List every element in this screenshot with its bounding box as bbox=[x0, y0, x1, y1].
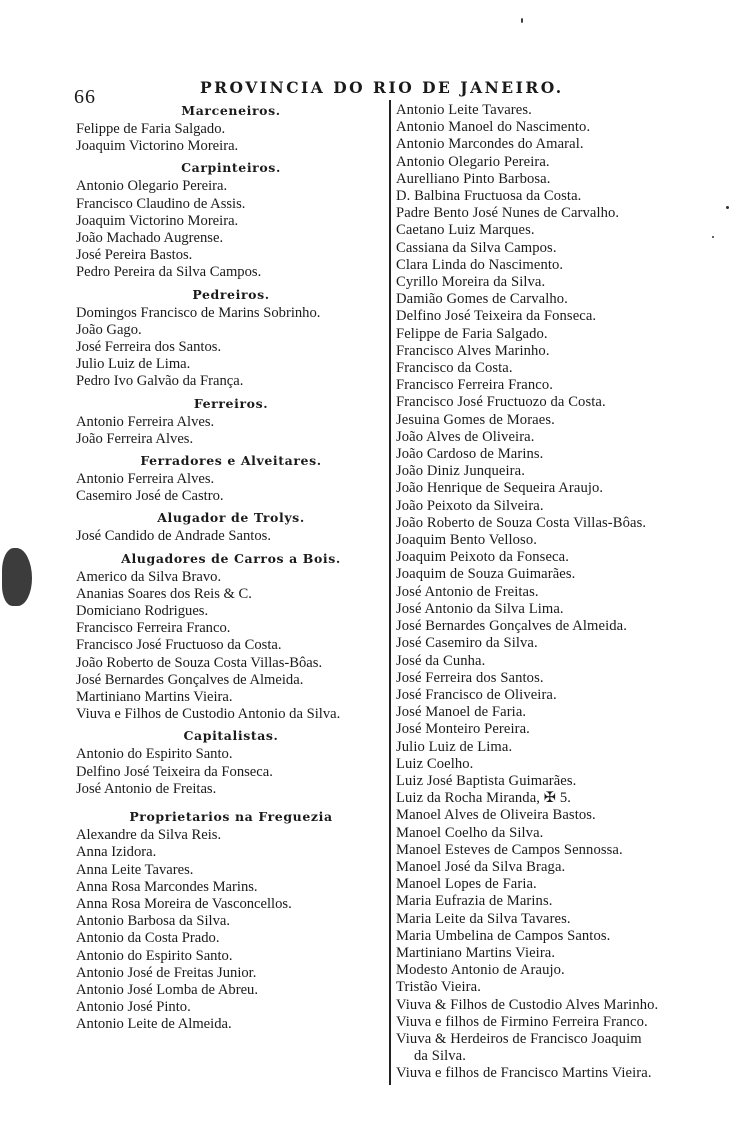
page-number: 66 bbox=[74, 86, 96, 108]
list-item: Maria Leite da Silva Tavares. bbox=[396, 910, 571, 927]
list-item: José Antonio de Freitas. bbox=[76, 780, 217, 797]
section-carpinteiros bbox=[76, 159, 386, 281]
list-item: Antonio José de Freitas Junior. bbox=[76, 964, 257, 981]
list-item: Anna Leite Tavares. bbox=[76, 861, 194, 878]
section-heading: Alugadores de Carros a Bois. bbox=[121, 550, 341, 566]
list-item: João Gago. bbox=[76, 321, 142, 338]
list-item: Francisco José Fructuoso da Costa. bbox=[76, 637, 282, 654]
list-item: Pedro Ivo Galvão da França. bbox=[76, 373, 244, 390]
ink-speck bbox=[521, 18, 523, 23]
list-item: Cyrillo Moreira da Silva. bbox=[396, 274, 546, 291]
list-item: Francisco Ferreira Franco. bbox=[396, 377, 553, 394]
list-item: Viuva e Filhos de Custodio Antonio da Silva. bbox=[76, 706, 341, 723]
list-item: Domingos Francisco de Marins Sobrinho. bbox=[76, 304, 321, 321]
list-item: João Henrique de Sequeira Araujo. bbox=[396, 480, 604, 497]
list-item: José Monteiro Pereira. bbox=[396, 721, 530, 738]
section-marceneiros bbox=[76, 102, 386, 155]
list-item: Martiniano Martins Vieira. bbox=[76, 689, 233, 706]
list-item: Antonio Leite Tavares. bbox=[396, 102, 532, 118]
list-item: Anna Rosa Moreira de Vasconcellos. bbox=[76, 895, 292, 912]
section-heading: Marceneiros. bbox=[181, 103, 281, 118]
list-item: João Roberto de Souza Costa Villas-Bôas. bbox=[396, 514, 647, 531]
list-item: Alexandre da Silva Reis. bbox=[76, 827, 222, 844]
list-item: Maria Eufrazia de Marins. bbox=[396, 893, 553, 910]
list-item: Joaquim Peixoto da Fonseca. bbox=[396, 549, 569, 566]
list-item: Antonio do Espirito Santo. bbox=[76, 746, 233, 763]
column-divider bbox=[389, 100, 391, 1085]
list-item: João Cardoso de Marins. bbox=[396, 446, 544, 463]
list-item: Manoel Alves de Oliveira Bastos. bbox=[396, 807, 596, 824]
section-heading: Ferradores e Alveitares. bbox=[140, 453, 322, 469]
section-proprietarios bbox=[76, 808, 386, 1033]
list-item: Americo da Silva Bravo. bbox=[76, 568, 222, 585]
list-item: Delfino José Teixeira da Fonseca. bbox=[76, 763, 273, 780]
list-item: Antonio Ferreira Alves. bbox=[76, 413, 215, 430]
list-item: João Ferreira Alves. bbox=[76, 430, 194, 447]
list-item: Manoel Esteves de Campos Sennossa. bbox=[396, 841, 623, 858]
list-item: Tristão Vieira. bbox=[396, 979, 481, 996]
list-item: Antonio Olegario Pereira. bbox=[76, 178, 228, 195]
list-item: Domiciano Rodrigues. bbox=[76, 603, 209, 620]
list-item: Joaquim Bento Velloso. bbox=[396, 532, 537, 549]
list-item: Antonio Manoel do Nascimento. bbox=[396, 119, 591, 136]
list-item: José Pereira Bastos. bbox=[76, 247, 193, 264]
list-item: Anna Izidora. bbox=[76, 844, 157, 861]
list-item: Antonio Marcondes do Amaral. bbox=[396, 136, 584, 153]
list-item: Delfino José Teixeira da Fonseca. bbox=[396, 308, 597, 325]
list-item: Jesuina Gomes de Moraes. bbox=[396, 411, 555, 428]
list-item: Viuva e filhos de Francisco Martins Vieira. bbox=[396, 1065, 652, 1082]
list-item: Cassiana da Silva Campos. bbox=[396, 239, 557, 256]
list-item: Antonio Ferreira Alves. bbox=[76, 471, 215, 488]
list-item: José Casemiro da Silva. bbox=[396, 635, 538, 652]
list-item: Anna Rosa Marcondes Marins. bbox=[76, 878, 258, 895]
list-item: José da Cunha. bbox=[396, 652, 486, 669]
list-item: Julio Luiz de Lima. bbox=[396, 738, 513, 755]
left-column bbox=[76, 102, 386, 1034]
section-pedreiros bbox=[76, 286, 386, 391]
list-item: Francisco Claudino de Assis. bbox=[76, 195, 246, 212]
list-item: José Francisco de Oliveira. bbox=[396, 686, 557, 703]
section-ferreiros bbox=[76, 395, 386, 448]
list-item: Francisco Ferreira Franco. bbox=[76, 620, 231, 637]
list-item: Antonio Barbosa da Silva. bbox=[76, 913, 231, 930]
section-alugador-trolys bbox=[76, 509, 386, 545]
list-item: Luiz Coelho. bbox=[396, 755, 474, 772]
list-item: Casemiro José de Castro. bbox=[76, 488, 224, 505]
list-item: José Bernardes Gonçalves de Almeida. bbox=[76, 671, 304, 688]
list-item: José Antonio da Silva Lima. bbox=[396, 600, 564, 617]
list-item: Viuva & Herdeiros de Francisco Joaquim bbox=[396, 1030, 642, 1047]
list-item: Clara Linda do Nascimento. bbox=[396, 256, 564, 273]
list-item: Antonio da Costa Prado. bbox=[76, 930, 220, 947]
list-item: Caetano Luiz Marques. bbox=[396, 222, 535, 239]
margin-ink-blot bbox=[2, 548, 32, 606]
section-heading: Pedreiros. bbox=[192, 286, 270, 302]
list-item: João Diniz Junqueira. bbox=[396, 463, 525, 480]
list-item: João Roberto de Souza Costa Villas-Bôas. bbox=[76, 654, 323, 671]
list-item: João Alves de Oliveira. bbox=[396, 428, 535, 445]
list-item: Antonio Leite de Almeida. bbox=[76, 1016, 232, 1033]
list-item: Antonio José Lomba de Abreu. bbox=[76, 981, 258, 998]
section-heading: Carpinteiros. bbox=[181, 160, 281, 176]
list-item: Viuva & Filhos de Custodio Alves Marinho. bbox=[396, 996, 659, 1013]
page-title: PROVINCIA DO RIO DE JANEIRO. bbox=[200, 78, 564, 97]
list-item: José Ferreira dos Santos. bbox=[76, 339, 222, 356]
list-item: João Peixoto da Silveira. bbox=[396, 497, 544, 514]
list-item: Pedro Pereira da Silva Campos. bbox=[76, 264, 262, 281]
right-column bbox=[396, 102, 714, 1083]
list-item: José Candido de Andrade Santos. bbox=[76, 528, 271, 545]
list-item: Antonio do Espirito Santo. bbox=[76, 947, 233, 964]
list-item: José Bernardes Gonçalves de Almeida. bbox=[396, 618, 627, 635]
list-item: Joaquim de Souza Guimarães. bbox=[396, 566, 576, 583]
list-item: José Manoel de Faria. bbox=[396, 704, 527, 721]
list-item: Modesto Antonio de Araujo. bbox=[396, 962, 565, 979]
section-heading: Proprietarios na Freguezia bbox=[129, 809, 333, 825]
list-item: Antonio Olegario Pereira. bbox=[396, 153, 550, 170]
list-item: Ananias Soares dos Reis & C. bbox=[76, 585, 252, 602]
list-item: Felippe de Faria Salgado. bbox=[396, 325, 548, 342]
list-item: Luiz da Rocha Miranda, ✠ 5. bbox=[396, 790, 572, 807]
list-item: Luiz José Baptista Guimarães. bbox=[396, 772, 577, 789]
list-item: Manoel Coelho da Silva. bbox=[396, 824, 544, 841]
list-item: da Silva. bbox=[414, 1048, 466, 1065]
list-item: Francisco José Fructuozo da Costa. bbox=[396, 394, 606, 411]
section-alugadores-carros bbox=[76, 550, 386, 724]
list-item: José Antonio de Freitas. bbox=[396, 583, 539, 600]
section-heading: Capitalistas. bbox=[183, 728, 279, 744]
list-item: Francisco Alves Marinho. bbox=[396, 342, 550, 359]
section-heading: Alugador de Trolys. bbox=[157, 510, 305, 526]
list-item: Manoel José da Silva Braga. bbox=[396, 858, 566, 875]
list-item: Julio Luiz de Lima. bbox=[76, 356, 191, 373]
list-item: João Machado Augrense. bbox=[76, 230, 224, 247]
list-item: Antonio José Pinto. bbox=[76, 999, 191, 1016]
section-heading: Ferreiros. bbox=[193, 395, 269, 411]
list-item: Francisco da Costa. bbox=[396, 360, 513, 377]
list-item: Padre Bento José Nunes de Carvalho. bbox=[396, 205, 620, 222]
list-item: José Ferreira dos Santos. bbox=[396, 669, 544, 686]
list-item: Aurelliano Pinto Barbosa. bbox=[396, 170, 551, 187]
list-item: Manoel Lopes de Faria. bbox=[396, 876, 537, 893]
list-item: Joaquim Victorino Moreira. bbox=[76, 138, 239, 155]
list-item: Viuva e filhos de Firmino Ferreira Franco. bbox=[396, 1013, 648, 1030]
ink-speck bbox=[726, 206, 729, 209]
list-item: Felippe de Faria Salgado. bbox=[76, 121, 226, 137]
list-item: Damião Gomes de Carvalho. bbox=[396, 291, 568, 308]
section-capitalistas bbox=[76, 727, 386, 798]
list-item: D. Balbina Fructuosa da Costa. bbox=[396, 188, 582, 205]
section-ferradores bbox=[76, 452, 386, 505]
list-item: Joaquim Victorino Moreira. bbox=[76, 212, 239, 229]
list-item: Maria Umbelina de Campos Santos. bbox=[396, 927, 611, 944]
list-item: Martiniano Martins Vieira. bbox=[396, 944, 556, 961]
